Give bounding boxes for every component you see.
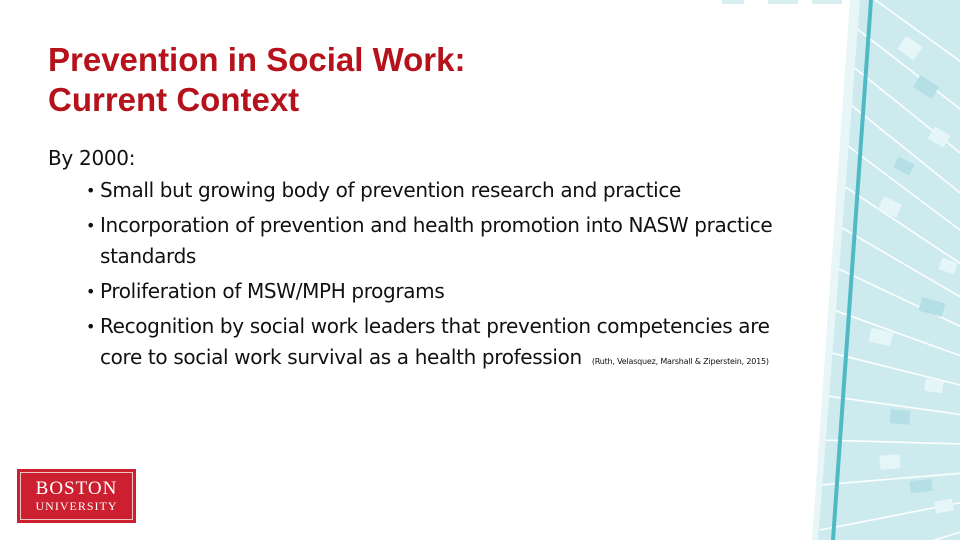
bullet-text: Small but growing body of prevention research and practice — [100, 178, 681, 202]
bullet-icon: • — [86, 181, 96, 200]
logo-border — [20, 472, 133, 520]
accent-line — [833, 0, 871, 540]
bullet-text: Proliferation of MSW/MPH programs — [100, 279, 445, 303]
citation: (Ruth, Velasquez, Marshall & Ziperstein, 2015) — [591, 357, 769, 366]
bullet-item — [48, 311, 808, 377]
bullet-text: Incorporation of prevention and health promotion into NASW practice standards — [100, 213, 773, 268]
boston-university-logo — [17, 469, 136, 523]
logo-text-university: UNIVERSITY — [35, 499, 118, 513]
logo-text-boston: BOSTON — [35, 478, 118, 499]
bullet-item — [48, 276, 808, 307]
slide-title — [48, 40, 748, 120]
bullet-icon: • — [86, 317, 96, 336]
bullet-item — [48, 210, 808, 272]
title-line-2: Current Context — [48, 81, 300, 118]
slide-body — [48, 143, 808, 381]
bullet-item — [48, 175, 808, 206]
intro-text: By 2000: — [48, 146, 136, 170]
title-line-1: Prevention in Social Work: — [48, 41, 466, 78]
bullet-list — [48, 175, 808, 377]
bullet-icon: • — [86, 282, 96, 301]
bullet-text: Recognition by social work leaders that prevention competencies are core to social work survival as a health profession — [100, 314, 770, 369]
bullet-icon: • — [86, 216, 96, 235]
